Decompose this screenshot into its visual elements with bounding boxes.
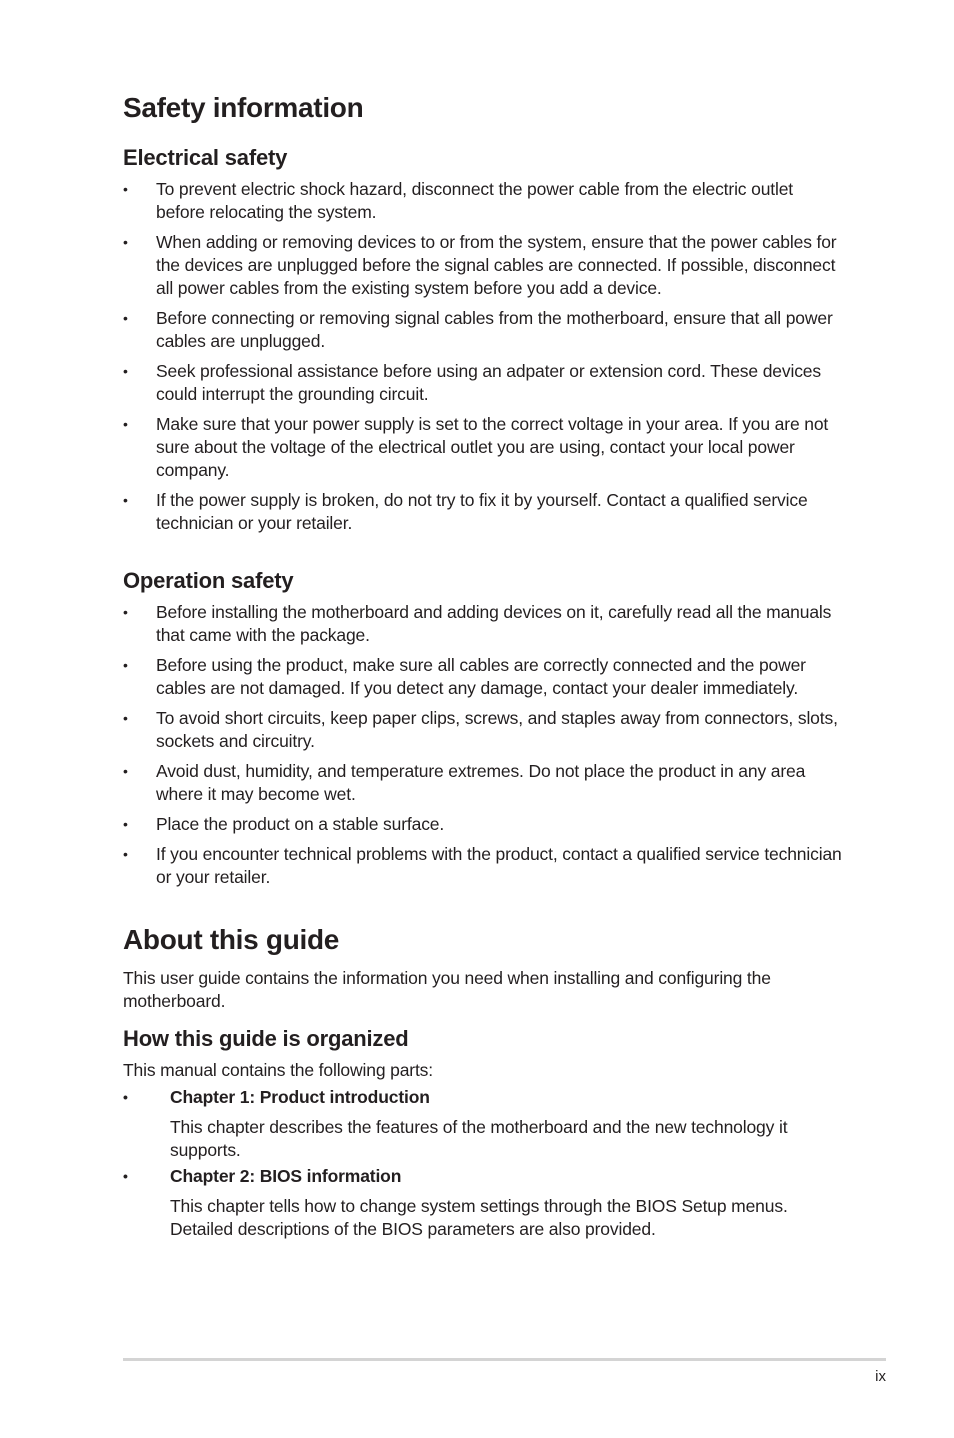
safety-information-title: Safety information xyxy=(123,92,364,123)
list-item: • Before using the product, make sure all cables are correctly connected and the power cables are not damaged. If you detect any damage, contact your dealer immediately. xyxy=(123,655,806,698)
about-intro-paragraph: This user guide contains the information you need when installing and configuring the motherboard. xyxy=(123,968,771,1011)
chapter-2-block xyxy=(123,1165,823,1241)
bullet-icon: • xyxy=(123,710,128,726)
list-item: • Avoid dust, humidity, and temperature extremes. Do not place the product in any area where it may become wet. xyxy=(123,761,806,804)
list-item: • Before installing the motherboard and adding devices on it, carefully read all the manuals that came with the package. xyxy=(123,602,832,645)
chapter-1-description: This chapter describes the features of the motherboard and the new technology it supports. xyxy=(170,1117,788,1160)
chapter-1-title: • Chapter 1: Product introduction xyxy=(123,1087,430,1107)
how-organized-title: How this guide is organized xyxy=(123,1026,409,1051)
list-item: • Seek professional assistance before using an adpater or extension cord. These devices could interrupt the grounding circuit. xyxy=(123,361,821,404)
bullet-icon: • xyxy=(123,816,128,832)
about-this-guide-title: About this guide xyxy=(123,924,340,955)
bullet-icon: • xyxy=(123,763,128,779)
list-item: • When adding or removing devices to or from the system, ensure that the power cables for the devices are unplugged before the signal cables are connected. If possible, disconnect all power cables from the existing system before you add a device. xyxy=(123,232,837,298)
list-item: • To prevent electric shock hazard, disconnect the power cable from the electric outlet before relocating the system. xyxy=(123,179,794,222)
bullet-icon: • xyxy=(123,234,128,250)
list-item: • Place the product on a stable surface. xyxy=(123,814,445,834)
operation-safety-title: Operation safety xyxy=(123,568,294,593)
bullet-icon: • xyxy=(123,181,128,197)
list-item: • To avoid short circuits, keep paper clips, screws, and staples away from connectors, slots, sockets and circuitry. xyxy=(123,708,838,751)
list-item: • If the power supply is broken, do not try to fix it by yourself. Contact a qualified service technician or your retailer. xyxy=(123,490,808,533)
bullet-icon: • xyxy=(123,604,128,620)
operation-safety-list xyxy=(123,601,843,889)
organized-intro-paragraph: This manual contains the following parts: xyxy=(123,1060,433,1080)
bullet-icon: • xyxy=(123,416,128,432)
bullet-icon: • xyxy=(123,363,128,379)
chapter-1-block xyxy=(123,1086,823,1162)
bullet-icon: • xyxy=(123,1168,128,1184)
electrical-safety-title: Electrical safety xyxy=(123,145,288,170)
page-number: ix xyxy=(875,1368,886,1385)
bullet-icon: • xyxy=(123,492,128,508)
bullet-icon: • xyxy=(123,1089,128,1105)
chapter-2-description: This chapter tells how to change system settings through the BIOS Setup menus. Detailed descriptions of the BIOS parameters are also provided. xyxy=(170,1196,788,1239)
list-item: • Before connecting or removing signal cables from the motherboard, ensure that all power cables are unplugged. xyxy=(123,308,833,351)
bullet-icon: • xyxy=(123,657,128,673)
chapter-2-title: • Chapter 2: BIOS information xyxy=(123,1166,402,1186)
bullet-icon: • xyxy=(123,310,128,326)
footer-divider xyxy=(123,1358,886,1361)
electrical-safety-list xyxy=(123,178,843,535)
bullet-icon: • xyxy=(123,846,128,862)
list-item: • If you encounter technical problems with the product, contact a qualified service technician or your retailer. xyxy=(123,844,842,887)
list-item: • Make sure that your power supply is set to the correct voltage in your area. If you are not sure about the voltage of the electrical outlet you are using, contact your local power company. xyxy=(123,414,829,480)
